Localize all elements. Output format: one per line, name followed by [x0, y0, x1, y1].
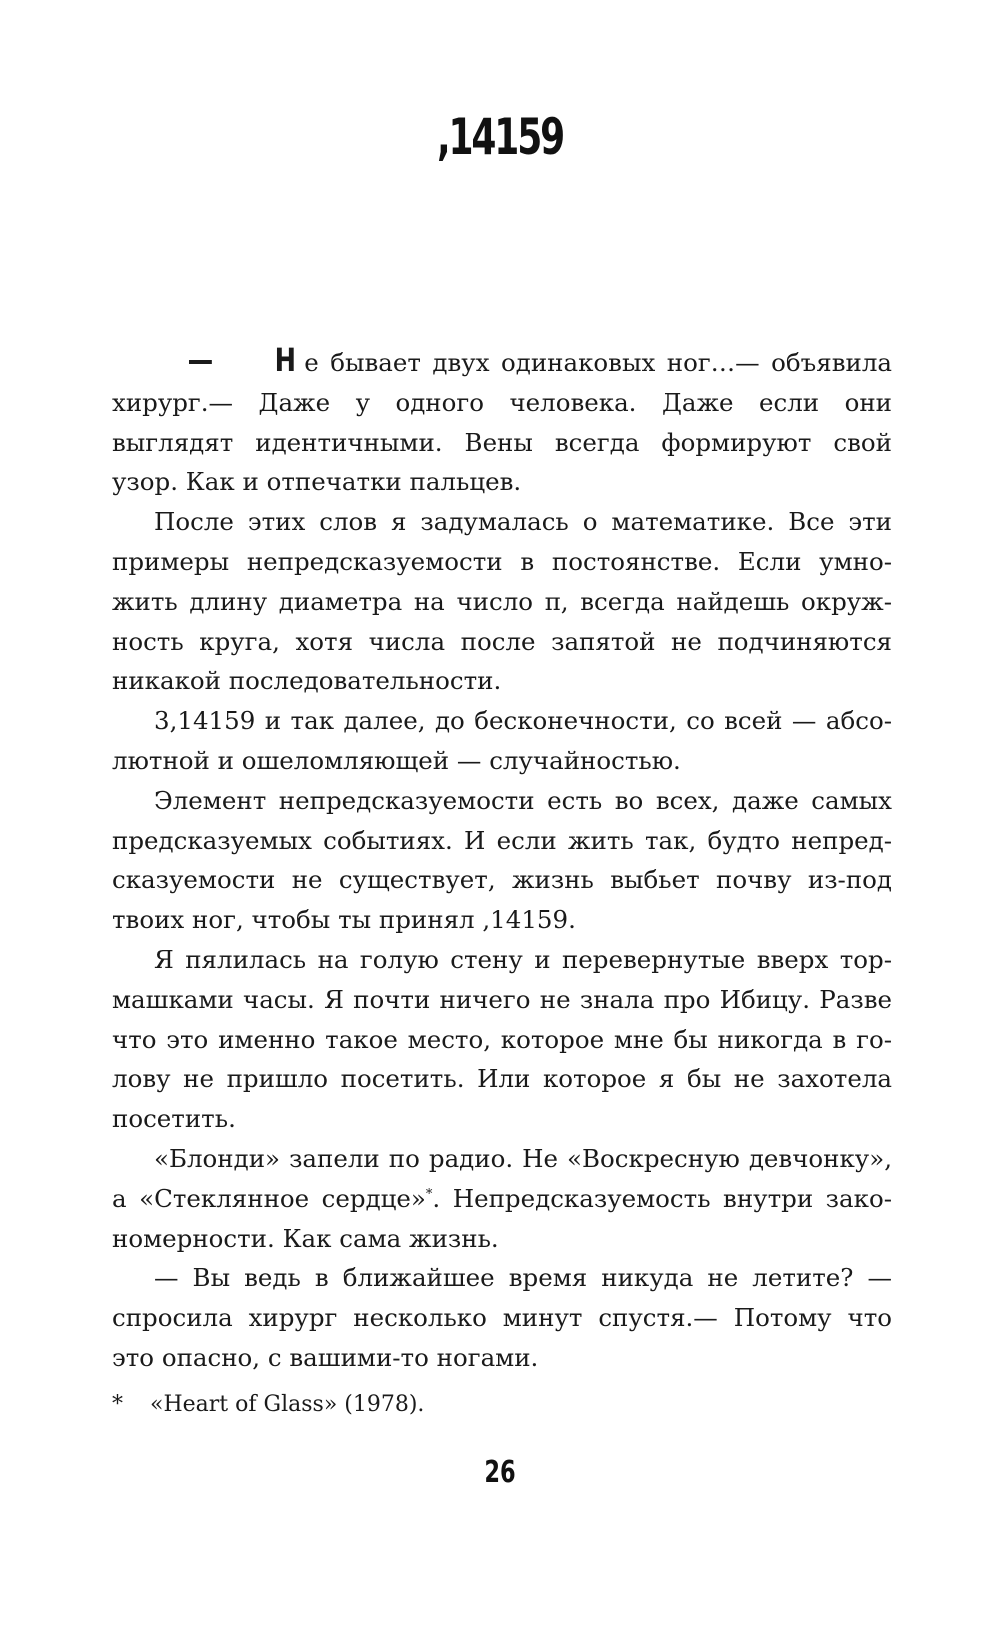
paragraph-7: — Вы ведь в ближайшее время никуда не летите? — спросила хирург несколько минут спустя.— Потому что это опасно, с вашими-то ногами. — [112, 1263, 892, 1372]
paragraph-6 — [112, 1139, 892, 1258]
paragraph-5: Я пялилась на голую стену и перевернутые вверх тормашками часы. Я почти ничего не знала про Ибицу. Разве что это именно такое место, которое мне бы никогда в голову не пришло посетить. Или которое я бы не захотела посетить. — [112, 944, 892, 1134]
paragraph-6-text-a: «Блонди» запели по радио. Не «Воскресную девчонку», а «Стеклянное сердце» — [112, 1143, 892, 1213]
body-text — [112, 341, 892, 1378]
paragraph-4: Элемент непредсказуемости есть во всех, даже самых предсказуемых событиях. И если жить так, будто непредсказуемости не существует, жизнь выбьет почву из-под твоих ног, чтобы ты принял ,14159. — [112, 785, 892, 935]
paragraph-3: 3,14159 и так далее, до бесконечности, со всей — абсолютной и ошеломляющей — случайностью. — [112, 706, 892, 775]
footnote-text: «Heart of Glass» (1978). — [150, 1392, 425, 1417]
page-number: 26 — [484, 1455, 516, 1490]
paragraph-1-text: е бывает двух одинаковых ног…— объявила хирург.— Даже у одного человека. Даже если они выглядят идентичными. Вены всегда формируют свой узор. Как и отпечатки пальцев. — [112, 348, 892, 497]
footnote-reference: * — [425, 1186, 433, 1202]
dropcap-dash: — — [187, 341, 214, 379]
dropcap-letter: Н — [275, 341, 297, 379]
chapter-title: ,14159 — [437, 108, 563, 166]
paragraph-6-text-b: . Непредсказуемость внутри закономерности. Как сама жизнь. — [112, 1183, 892, 1253]
paragraph-2: После этих слов я задумалась о математике. Все эти примеры непредсказуемости в постоянстве. Если умножить длину диаметра на число π, всегда найдешь окружность круга, хотя числа после запятой не подчиняются никакой последовательности. — [112, 507, 892, 696]
footnote — [112, 1390, 892, 1420]
footnote-marker: * — [112, 1392, 123, 1417]
paragraph-1 — [112, 341, 892, 502]
